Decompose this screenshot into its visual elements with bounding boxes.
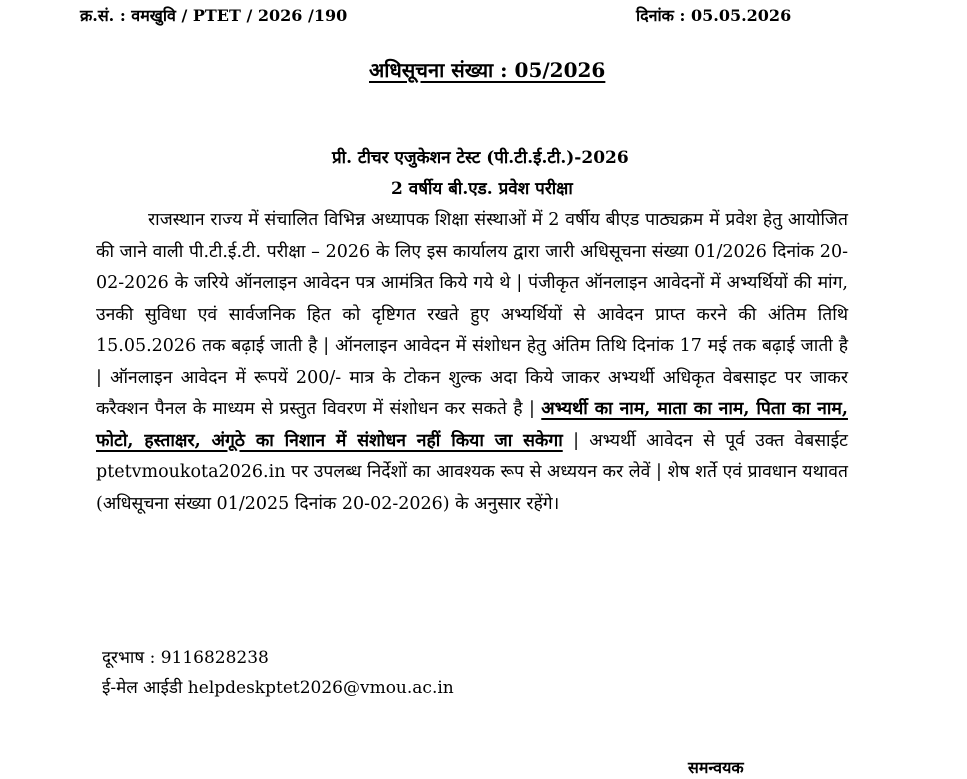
- notice-emphasis: अभ्यर्थी का नाम, माता का नाम, पिता का नाम, फोटो, हस्ताक्षर, अंगूठे का निशान में संशोधन नहीं किया जा सकेगा: [96, 399, 848, 451]
- contact-email: ई-मेल आईडी helpdeskptet2026@vmou.ac.in: [102, 678, 454, 698]
- notification-heading: अधिसूचना संख्या : 05/2026: [369, 58, 606, 82]
- notice-text-part1: राजस्थान राज्य में संचालित विभिन्न अध्यापक शिक्षा संस्थाओं में 2 वर्षीय बीएड पाठ्यक्रम में प्रवेश हेतु आयोजित की जाने वाली पी.टी.ई.टी. परीक्षा – 2026 के लिए इस कार्यालय द्वारा जारी अधिसूचना संख्या 01/2026 दिनांक 20-02-2026 के जरिये ऑनलाइन आवेदन पत्र आमंत्रित किये गये थे | पंजीकृत ऑनलाइन आवेदनों में अभ्यर्थियों की मांग, उनकी सुविधा एवं सार्वजनिक हित को दृष्टिगत रखते हुए अभ्यर्थियों से आवेदन प्राप्त करने की अंतिम तिथि 15.05.2026 तक बढ़ाई जाती है | ऑनलाइन आवेदन में संशोधन हेतु अंतिम तिथि दिनांक 17 मई तक बढ़ाई जाती है | ऑनलाइन आवेदन में रूपयें 200/- मात्र के टोकन शुल्क अदा किये जाकर अभ्यर्थी अधिकृत वेबसाइट पर जाकर करैक्शन पैनल के माध्यम से प्रस्तुत विवरण में संशोधन कर सकते है |: [96, 210, 848, 419]
- contact-phone: दूरभाष : 9116828238: [102, 648, 269, 668]
- notice-text-part2: | अभ्यर्थी आवेदन से पूर्व उक्त वेबसाईट ptetvmoukota2026.in पर उपलब्ध निर्देशों का आवश्यक रूप से अध्ययन कर लेवें | शेष शर्ते एवं प्रावधान यथावत (अधिसूचना संख्या 01/2025 दिनांक 20-02-2026) के अनुसार रहेंगे।: [96, 430, 848, 514]
- signatory-designation: समन्वयक: [688, 758, 744, 777]
- document-date: दिनांक : 05.05.2026: [636, 6, 792, 25]
- exam-title: प्री. टीचर एजुकेशन टेस्ट (पी.टी.ई.टी.)-2026: [332, 148, 629, 168]
- reference-number: क्र.सं. : वमखुवि / PTET / 2026 /190: [80, 6, 348, 25]
- notice-body: [96, 205, 848, 520]
- exam-subtitle: 2 वर्षीय बी.एड. प्रवेश परीक्षा: [391, 179, 573, 199]
